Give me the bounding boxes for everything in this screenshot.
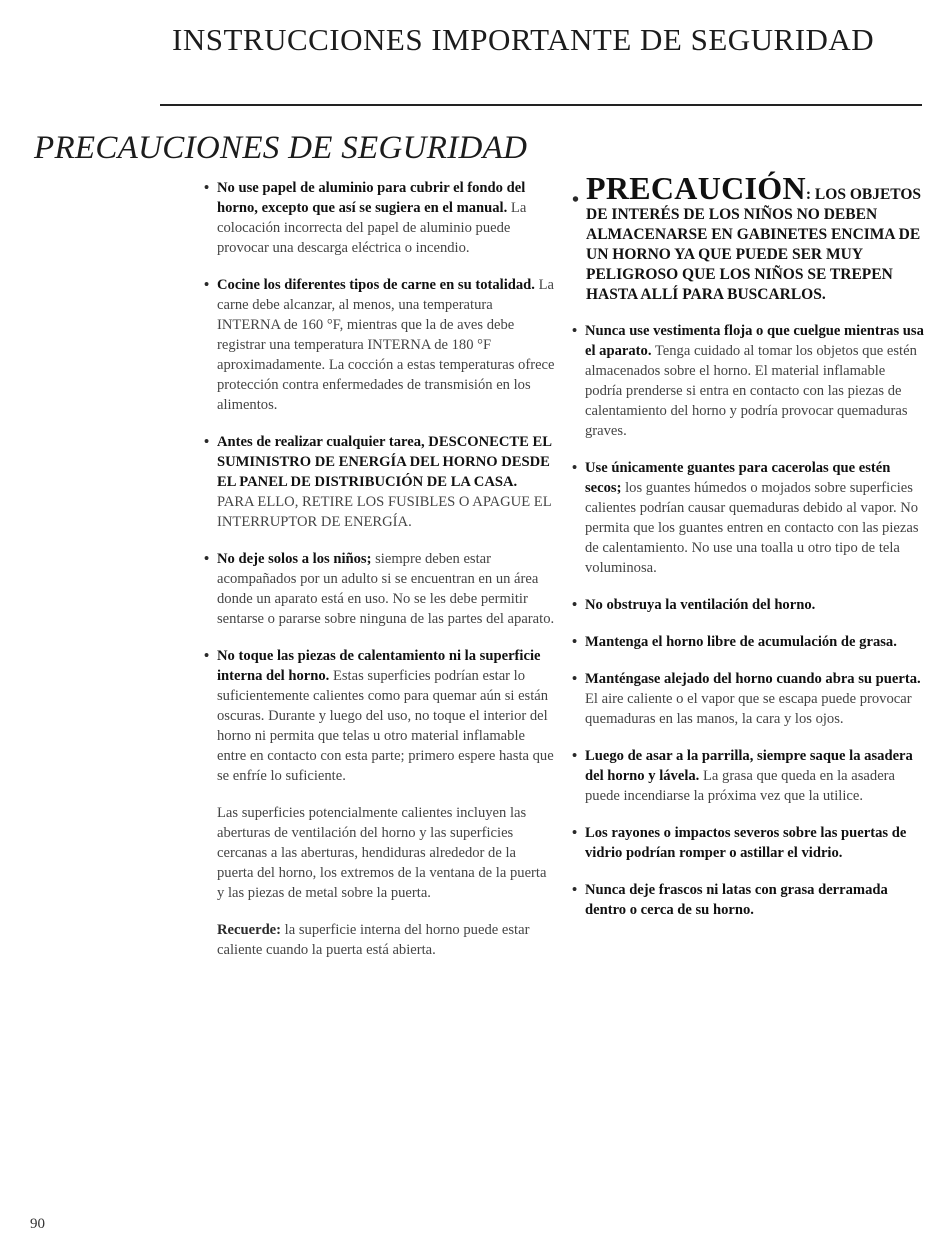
- bullet: •: [204, 180, 210, 196]
- item-bold-text: No obstruya la ventilación del horno.: [585, 597, 816, 613]
- hot-surfaces-paragraph: Las superficies potencialmente calientes incluyen las aberturas de ventilación del horno y las superficies cercanas a las aberturas, hendiduras alrededor de la puerta del horno, los extremos de la ventana de la puerta y las piezas de metal sobre la puerta.: [217, 805, 547, 901]
- caution-text: : LOS OBJETOS DE INTERÉS DE LOS NIÑOS NO DEBEN ALMACENARSE EN GABINETES ENCIMA DE UN HORNO YA QUE PUEDE SER MUY PELIGROSO QUE LOS NIÑOS SE TREPEN HASTA ALLÍ PARA BUSCARLOS.: [586, 186, 922, 303]
- item-bold-text: Antes de realizar cualquier tarea, DESCONECTE EL SUMINISTRO DE ENERGÍA DEL HORNO DESDE EL PANEL DE DISTRIBUCIÓN DE LA CASA.: [217, 434, 552, 490]
- remember-label: Recuerde:: [217, 922, 282, 938]
- item-text: La grasa que queda en la asadera puede incendiarse la próxima vez que la utilice.: [585, 768, 896, 804]
- item-bold-text: Use únicamente guantes para cacerolas que estén secos;: [585, 460, 891, 496]
- list-item: [204, 646, 556, 786]
- item-bold-text: Nunca deje frascos ni latas con grasa derramada dentro o cerca de su horno.: [585, 882, 888, 918]
- bullet: •: [572, 748, 578, 764]
- bullet: •: [572, 882, 578, 898]
- remember-paragraph: [217, 920, 556, 960]
- bullet: •: [572, 634, 578, 650]
- caution-bullet: •: [572, 189, 580, 211]
- bullet: •: [572, 671, 578, 687]
- item-bold-text: No deje solos a los niños;: [217, 551, 372, 567]
- item-text: siempre deben estar acompañados por un adulto si se encuentran en un área donde un aparato está en uso. No se les debe permitir sentarse o pararse sobre ninguna de las partes del aparato.: [217, 551, 555, 627]
- item-bold-text: Cocine los diferentes tipos de carne en su totalidad.: [217, 277, 535, 293]
- list-item: [572, 321, 924, 441]
- bullet: •: [204, 277, 210, 293]
- item-text: PARA ELLO, RETIRE LOS FUSIBLES O APAGUE EL INTERRUPTOR DE ENERGÍA.: [217, 494, 552, 530]
- list-item: [572, 669, 924, 729]
- item-text: Estas superficies podrían estar lo suficientemente calientes como para quemar aún si están oscuras. Durante y luego del uso, no toque el interior del horno ni permita que telas u otro material inflamable entre en contacto con esta parte; primero espere hasta que se enfríe lo suficiente.: [217, 668, 554, 784]
- left-column: [204, 178, 556, 977]
- bullet: •: [204, 551, 210, 567]
- item-text: los guantes húmedos o mojados sobre superficies calientes podrían causar quemaduras debido al vapor. No permita que los guantes entren en contacto con las piezas de calentamiento. No use una toalla u otro tipo de tela voluminosa.: [585, 480, 919, 576]
- list-item: [572, 458, 924, 578]
- list-item: [204, 275, 556, 415]
- item-bold-text: Nunca use vestimenta floja o que cuelgue mientras usa el aparato.: [585, 323, 924, 359]
- item-bold-text: Los rayones o impactos severos sobre las puertas de vidrio podrían romper o astillar el vidrio.: [585, 825, 907, 861]
- bullet: •: [572, 460, 578, 476]
- list-item: [572, 823, 924, 863]
- item-bold-text: Luego de asar a la parrilla, siempre saque la asadera del horno y lávela.: [585, 748, 913, 784]
- list-item: [204, 178, 556, 258]
- bullet: •: [572, 825, 578, 841]
- item-text: Tenga cuidado al tomar los objetos que estén almacenados sobre el horno. El material inflamable podría prenderse si entra en contacto con las piezas de calentamiento del horno y podría provocar quemaduras graves.: [585, 343, 917, 439]
- caution-block: [572, 170, 924, 305]
- item-text: El aire caliente o el vapor que se escapa puede provocar quemaduras en las manos, la cara y los ojos.: [585, 691, 912, 727]
- caution-heading: PRECAUCIÓN: [586, 170, 806, 206]
- list-item: [204, 432, 556, 532]
- list-item: [572, 595, 924, 615]
- list-item: [572, 880, 924, 920]
- bullet: •: [204, 434, 210, 450]
- item-bold-text: No toque las piezas de calentamiento ni la superficie interna del horno.: [217, 648, 541, 684]
- bullet: •: [204, 648, 210, 664]
- page-number: 90: [30, 1216, 45, 1232]
- list-item: [572, 632, 924, 652]
- bullet: •: [572, 597, 578, 613]
- item-text: La carne debe alcanzar, al menos, una temperatura INTERNA de 160 °F, mientras que la de aves debe registrar una temperatura INTERNA de 180 °F aproximadamente. La cocción a estas temperaturas ofrece protección contra enfermedades de transmisión en los alimentos.: [217, 277, 555, 413]
- list-item: [572, 746, 924, 806]
- list-item: [204, 549, 556, 629]
- item-bold-text: No use papel de aluminio para cubrir el fondo del horno, excepto que así se sugiera en el manual.: [217, 180, 526, 216]
- right-column: [572, 170, 924, 937]
- remember-text: la superficie interna del horno puede estar caliente cuando la puerta está abierta.: [217, 922, 530, 958]
- item-bold-text: Manténgase alejado del horno cuando abra su puerta.: [585, 671, 921, 687]
- item-bold-text: Mantenga el horno libre de acumulación de grasa.: [585, 634, 897, 650]
- header-divider: [160, 104, 922, 106]
- item-text: La colocación incorrecta del papel de aluminio puede provocar una descarga eléctrica o incendio.: [217, 200, 527, 256]
- page-header-title: INSTRUCCIONES IMPORTANTE DE SEGURIDAD: [172, 22, 875, 57]
- bullet: •: [572, 323, 578, 339]
- section-title: PRECAUCIONES DE SEGURIDAD: [34, 130, 528, 166]
